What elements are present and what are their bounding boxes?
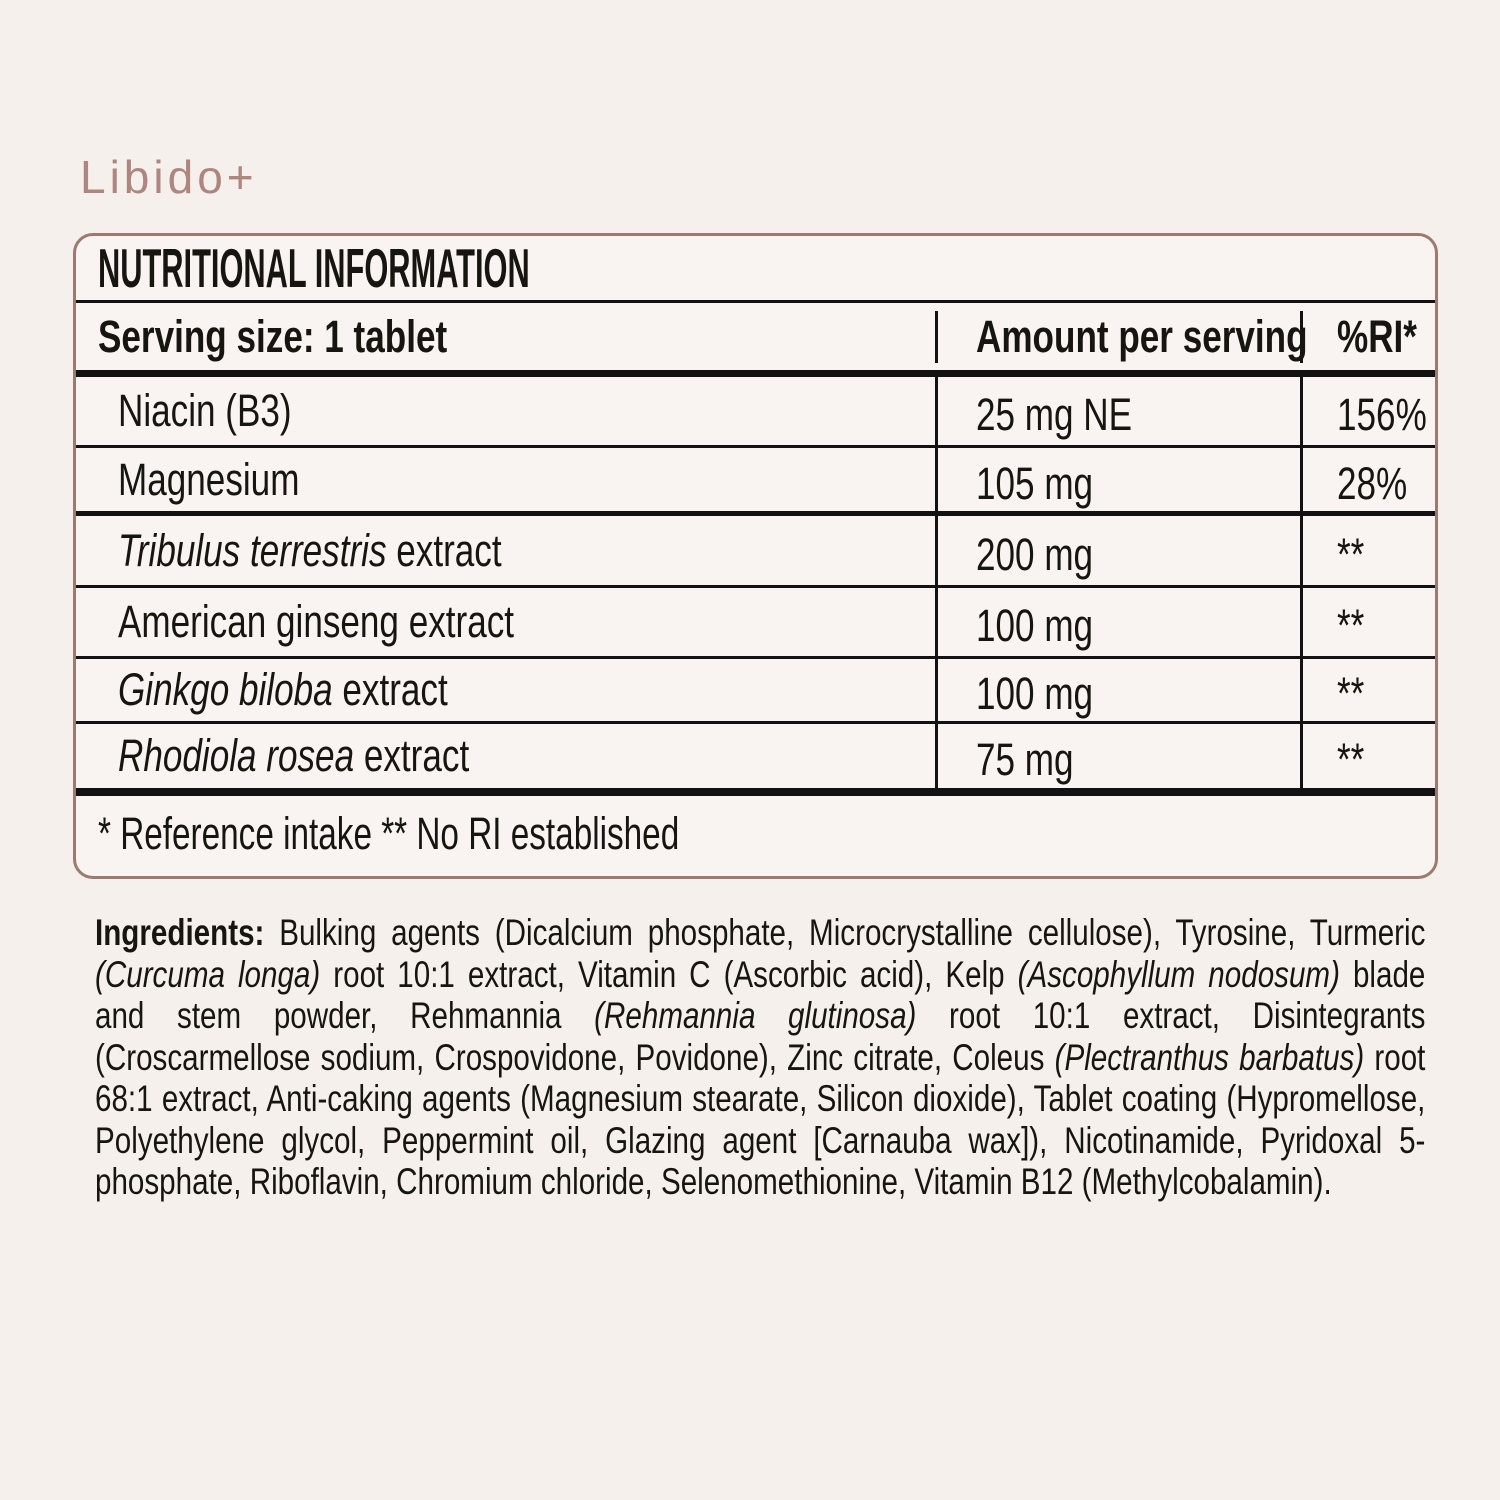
ri-value: ** xyxy=(1337,734,1365,785)
amount-value: 105 mg xyxy=(976,457,1094,509)
header-cell-amount-per-serving xyxy=(935,310,1308,363)
nutrition-table-title-row xyxy=(76,236,1435,303)
table-row-tribulus xyxy=(76,516,1435,588)
table-header-row xyxy=(76,303,1435,377)
header-cell-serving-size xyxy=(76,311,935,363)
ri-value: ** xyxy=(1337,600,1365,651)
nutrient-name-italic: Ginkgo biloba xyxy=(118,664,333,715)
nutrient-name: Magnesium xyxy=(118,453,300,505)
amount-value: 100 mg xyxy=(976,668,1094,719)
nutrient-name: Niacin (B3) xyxy=(118,385,292,436)
cell-amount xyxy=(935,448,1300,511)
nutrient-name-italic: Rhodiola rosea xyxy=(118,730,355,781)
cell-name xyxy=(76,448,935,511)
cell-ri xyxy=(1300,448,1435,511)
nutrient-name: extract xyxy=(386,524,502,576)
nutrient-name-italic: Tribulus terrestris xyxy=(118,524,387,576)
cell-name xyxy=(76,516,935,585)
reference-intake-footnote: * Reference intake ** No RI established xyxy=(98,808,680,859)
cell-amount xyxy=(935,377,1300,445)
ingredients-section xyxy=(95,912,1425,1203)
cell-amount xyxy=(935,588,1300,656)
ri-label: %RI* xyxy=(1337,310,1417,362)
ri-value: ** xyxy=(1337,668,1365,719)
cell-name xyxy=(76,377,935,445)
cell-ri xyxy=(1300,588,1435,656)
nutrient-name: American ginseng extract xyxy=(118,596,515,647)
header-cell-ri xyxy=(1300,311,1438,363)
nutrition-table-title: NUTRITIONAL INFORMATION xyxy=(98,237,530,299)
nutrient-name: extract xyxy=(332,664,448,715)
amount-value: 25 mg NE xyxy=(976,389,1133,440)
cell-amount xyxy=(935,659,1300,721)
cell-ri xyxy=(1300,724,1435,788)
table-row-magnesium xyxy=(76,448,1435,516)
amount-value: 75 mg xyxy=(976,734,1074,785)
ri-value: ** xyxy=(1337,528,1365,580)
cell-name xyxy=(76,724,935,788)
ri-value: 156% xyxy=(1337,389,1427,440)
ri-value: 28% xyxy=(1337,457,1408,509)
cell-ri xyxy=(1300,377,1438,445)
amount-value: 100 mg xyxy=(976,600,1094,651)
table-row-american-ginseng xyxy=(76,588,1435,659)
cell-ri xyxy=(1300,659,1435,721)
nutrition-table xyxy=(73,233,1438,879)
ingredients-paragraph: Ingredients: Bulking agents (Dicalcium phosphate, Microcrystalline cellulose), Tyrosine, Turmeric (Curcuma longa) root 10:1 extract, Vitamin C (Ascorbic acid), Kelp (Ascophyllum nodosum) blade and stem powder, Rehmannia (Rehmannia glutinosa) root 10:1 extract, Disintegrants (Croscarmellose sodium, Crospovidone, Povidone), Zinc citrate, Coleus (Plectranthus barbatus) root 68:1 extract, Anti-caking agents (Magnesium stearate, Silicon dioxide), Tablet coating (Hypromellose, Polyethylene glycol, Peppermint oil, Glazing agent [Carnauba wax]), Nicotinamide, Pyridoxal 5-phosphate, Riboflavin, Chromium chloride, Selenomethionine, Vitamin B12 (Methylcobalamin). xyxy=(95,912,1426,1202)
serving-size-label: Serving size: 1 tablet xyxy=(98,310,448,362)
table-footnote-row xyxy=(76,788,1435,876)
amount-per-serving-label: Amount per serving xyxy=(976,310,1308,362)
table-row-rhodiola xyxy=(76,724,1435,788)
nutrient-name: extract xyxy=(354,730,470,781)
amount-value: 200 mg xyxy=(976,528,1094,580)
cell-amount xyxy=(935,516,1300,585)
cell-ri xyxy=(1300,516,1435,585)
cell-name xyxy=(76,659,935,721)
cell-name xyxy=(76,588,935,656)
brand-name: Libido+ xyxy=(80,151,258,203)
table-row-niacin xyxy=(76,377,1435,448)
cell-amount xyxy=(935,724,1300,788)
table-row-ginkgo xyxy=(76,659,1435,724)
